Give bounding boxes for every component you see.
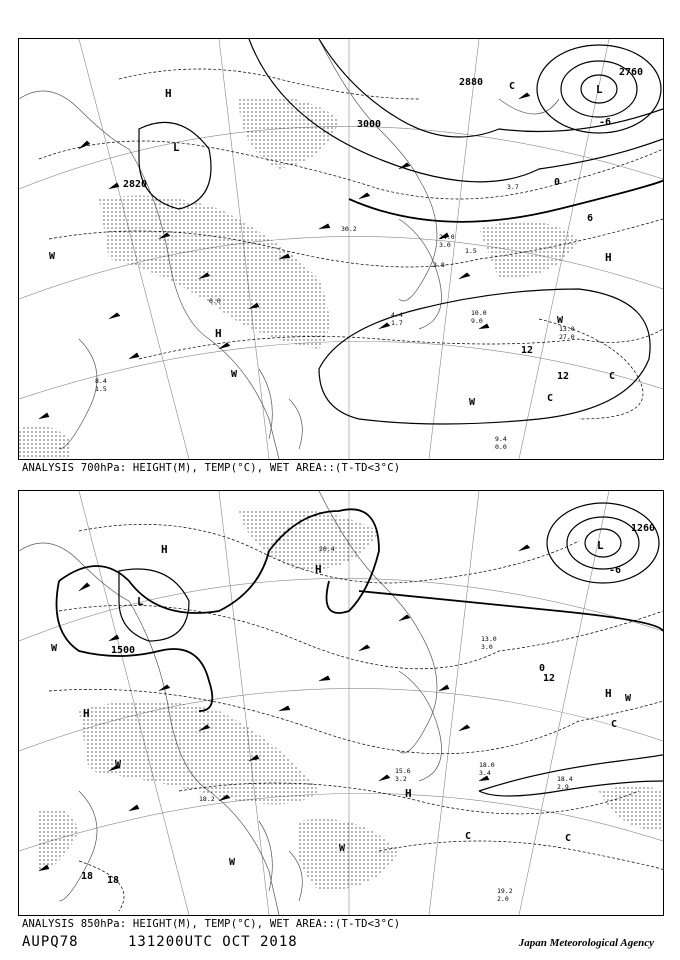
cold-marker: C <box>465 831 472 842</box>
high-pressure-marker: H <box>315 563 322 576</box>
cold-marker: C <box>609 371 616 382</box>
isotherm-label: 6 <box>587 213 594 224</box>
station-obs: 8.4 <box>95 377 107 385</box>
station-obs: 27.0 <box>559 333 575 341</box>
station-obs: 18.4 <box>557 775 573 783</box>
isotherm-label: -6 <box>599 117 612 128</box>
station-obs: 0.0 <box>495 443 507 451</box>
station-obs: 6.0 <box>209 297 221 305</box>
valid-time: 131200UTC OCT 2018 <box>128 934 298 950</box>
bulletin-code: AUPQ78 <box>22 934 79 950</box>
agency-name: Japan Meteorological Agency <box>518 937 654 949</box>
high-pressure-marker: H <box>83 707 90 720</box>
panel-caption-850hpa: ANALYSIS 850hPa: HEIGHT(M), TEMP(°C), WET AREA::(T-TD<3°C) <box>22 918 401 930</box>
wet-area <box>19 97 579 460</box>
low-pressure-marker: L <box>173 141 180 154</box>
map-panel-850hpa <box>18 490 664 916</box>
low-pressure-marker: L <box>596 83 603 96</box>
height-label: 1500 <box>111 645 136 656</box>
isotherm-label: -6 <box>609 565 622 576</box>
warm-marker: W <box>339 843 346 854</box>
warm-marker: W <box>625 693 632 704</box>
station-obs: 1.7 <box>391 319 403 327</box>
panel-caption-700hpa: ANALYSIS 700hPa: HEIGHT(M), TEMP(°C), WET AREA::(T-TD<3°C) <box>22 462 401 474</box>
high-pressure-marker: H <box>605 687 612 700</box>
station-obs: 13.0 <box>559 325 575 333</box>
station-obs: 15.6 <box>395 767 411 775</box>
station-obs: 13.0 <box>481 635 497 643</box>
station-obs: 2.0 <box>497 895 509 903</box>
station-obs: 2.9 <box>557 783 569 791</box>
low-pressure-marker: L <box>137 595 144 608</box>
height-label: 2880 <box>459 77 484 88</box>
warm-marker: W <box>115 759 122 770</box>
map-850hpa <box>19 491 663 915</box>
warm-marker: W <box>229 857 236 868</box>
isotherm-label: 0 <box>554 177 561 188</box>
warm-marker: W <box>469 397 476 408</box>
height-label: 1260 <box>631 523 656 534</box>
cold-marker: C <box>509 81 516 92</box>
isotherm-label: 18 <box>81 871 94 882</box>
high-pressure-marker: H <box>215 327 222 340</box>
cold-marker: C <box>565 833 572 844</box>
station-obs: 20.4 <box>319 545 335 553</box>
map-700hpa <box>19 39 663 459</box>
warm-marker: W <box>49 251 56 262</box>
station-obs: 3.0 <box>481 643 493 651</box>
station-obs: 3.4 <box>479 769 491 777</box>
isotherm-label: 0 <box>539 663 546 674</box>
station-obs: 9.4 <box>495 435 507 443</box>
map-panel-700hpa <box>18 38 664 460</box>
station-obs: 19.2 <box>497 887 513 895</box>
low-pressure-marker: L <box>597 539 604 552</box>
station-obs: 18.0 <box>479 761 495 769</box>
isotherm-label: 12 <box>521 345 534 356</box>
warm-marker: W <box>51 643 58 654</box>
station-obs: 3.2 <box>395 775 407 783</box>
station-obs: 18.2 <box>199 795 215 803</box>
high-pressure-marker: H <box>605 251 612 264</box>
isotherm-label: 18 <box>107 875 120 886</box>
high-pressure-marker: H <box>165 87 172 100</box>
station-obs: 1.5 <box>95 385 107 393</box>
warm-marker: W <box>557 315 564 326</box>
height-label: 2760 <box>619 67 644 78</box>
station-obs: 3.7 <box>507 183 519 191</box>
high-pressure-marker: H <box>161 543 168 556</box>
station-obs: 30.2 <box>341 225 357 233</box>
station-obs: 3.0 <box>439 241 451 249</box>
isotherm-label: 12 <box>557 371 570 382</box>
station-obs: 9.0 <box>471 317 483 325</box>
station-obs: 1.5 <box>465 247 477 255</box>
station-obs: 24.0 <box>439 233 455 241</box>
station-obs: 2.8 <box>433 261 445 269</box>
high-pressure-marker: H <box>405 787 412 800</box>
height-label: 3000 <box>357 119 382 130</box>
cold-marker: C <box>547 393 554 404</box>
isotherm-label: 12 <box>543 673 556 684</box>
station-obs: 4.4 <box>391 311 403 319</box>
cold-marker: C <box>611 719 618 730</box>
station-obs: 10.0 <box>471 309 487 317</box>
height-label: 2820 <box>123 179 148 190</box>
warm-marker: W <box>231 369 238 380</box>
